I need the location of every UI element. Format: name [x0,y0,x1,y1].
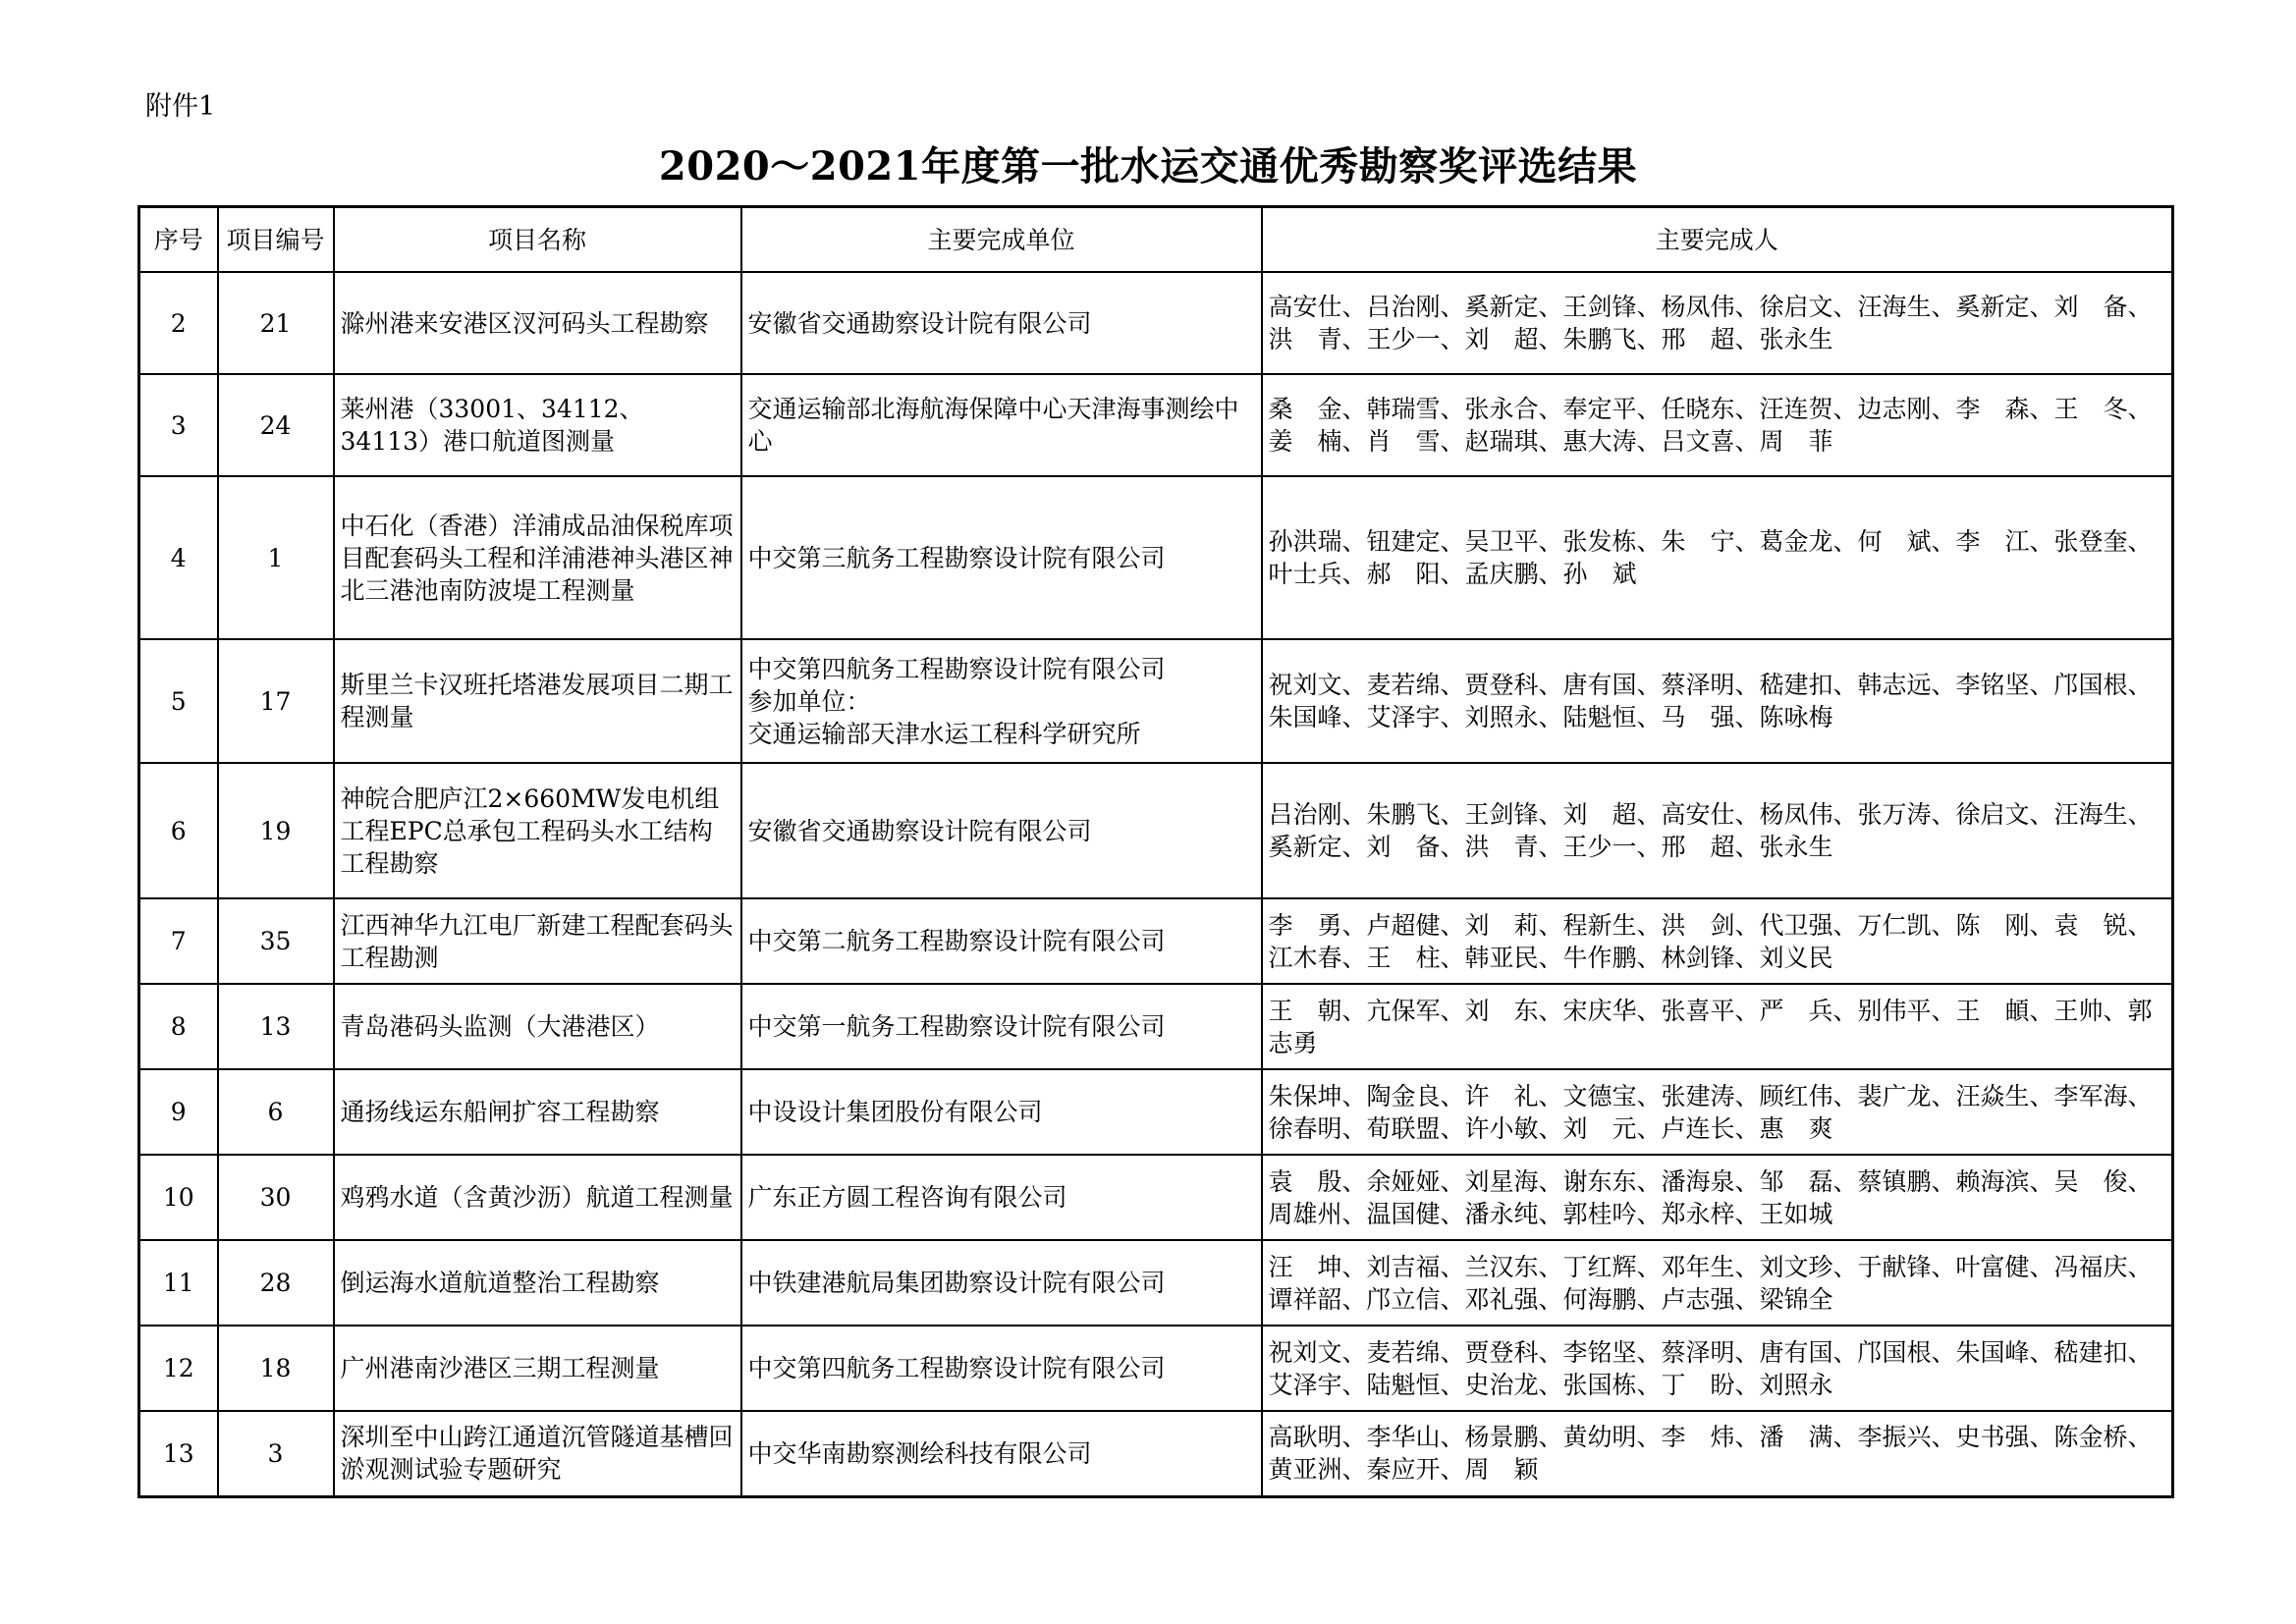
cell-main-unit [741,984,1262,1069]
cell-main-people: 李 勇、卢超健、刘 莉、程新生、洪 剑、代卫强、万仁凯、陈 刚、袁 锐、江木春、王 柱、韩亚民、牛作鹏、林剑锋、刘义民 [1262,898,2173,984]
header-seq: 序号 [139,207,218,273]
unit-line: 安徽省交通勘察设计院有限公司 [747,816,1092,845]
cell-main-unit [741,272,1262,374]
table-row [139,1411,2173,1496]
cell-seq: 4 [139,476,218,639]
header-name: 项目名称 [334,207,741,273]
table-row [139,639,2173,763]
cell-project-name: 神皖合肥庐江2×660MW发电机组工程EPC总承包工程码头水工结构工程勘察 [334,763,741,898]
cell-main-unit [741,1326,1262,1411]
cell-main-people: 汪 坤、刘吉福、兰汉东、丁红辉、邓年生、刘文珍、于献锋、叶富健、冯福庆、谭祥韶、邝立信、邓礼强、何海鹏、卢志强、梁锦全 [1262,1240,2173,1326]
unit-line: 中铁建港航局集团勘察设计院有限公司 [747,1269,1166,1297]
cell-seq: 2 [139,272,218,374]
unit-line: 广东正方圆工程咨询有限公司 [747,1183,1067,1212]
table-row [139,1155,2173,1240]
cell-project-name: 滁州港来安港区汊河码头工程勘察 [334,272,741,374]
cell-project-name: 江西神华九江电厂新建工程配套码头工程勘测 [334,898,741,984]
cell-seq: 6 [139,763,218,898]
cell-main-unit [741,763,1262,898]
cell-project-code: 30 [218,1155,334,1240]
cell-seq: 8 [139,984,218,1069]
cell-main-people: 高耿明、李华山、杨景鹏、黄幼明、李 炜、潘 满、李振兴、史书强、陈金桥、黄亚洲、秦应开、周 颖 [1262,1411,2173,1496]
cell-project-code: 21 [218,272,334,374]
cell-project-name: 鸡鸦水道（含黄沙沥）航道工程测量 [334,1155,741,1240]
cell-project-code: 24 [218,374,334,476]
cell-project-name: 倒运海水道航道整治工程勘察 [334,1240,741,1326]
cell-main-unit [741,1069,1262,1155]
header-people: 主要完成人 [1262,207,2173,273]
cell-project-name: 深圳至中山跨江通道沉管隧道基槽回淤观测试验专题研究 [334,1411,741,1496]
cell-project-name: 青岛港码头监测（大港港区） [334,984,741,1069]
cell-project-code: 17 [218,639,334,763]
table-row [139,763,2173,898]
table-row [139,374,2173,476]
unit-line: 中交第四航务工程勘察设计院有限公司 [747,1354,1166,1382]
attachment-label: 附件1 [145,91,216,122]
cell-seq: 7 [139,898,218,984]
unit-line: 中交华南勘察测绘科技有限公司 [747,1438,1092,1468]
cell-main-unit [741,374,1262,476]
unit-line: 交通运输部天津水运工程科学研究所 [747,719,1141,748]
cell-main-people: 吕治刚、朱鹏飞、王剑锋、刘 超、高安仕、杨凤伟、张万涛、徐启文、汪海生、奚新定、刘 备、洪 青、王少一、邢 超、张永生 [1262,763,2173,898]
cell-project-code: 3 [218,1411,334,1496]
unit-line: 参加单位： [747,686,871,716]
results-table [137,205,2174,1498]
cell-project-name: 广州港南沙港区三期工程测量 [334,1326,741,1411]
cell-seq: 10 [139,1155,218,1240]
cell-main-unit [741,1411,1262,1496]
table-body [139,272,2173,1496]
header-code: 项目编号 [218,207,334,273]
cell-main-unit [741,898,1262,984]
cell-project-code: 13 [218,984,334,1069]
cell-main-people: 朱保坤、陶金良、许 礼、文德宝、张建涛、顾红伟、裴广龙、汪焱生、李军海、徐春明、荀联盟、许小敏、刘 元、卢连长、惠 爽 [1262,1069,2173,1155]
table-row [139,984,2173,1069]
cell-project-code: 1 [218,476,334,639]
cell-main-unit [741,1240,1262,1326]
table-row [139,1240,2173,1326]
unit-line: 中交第一航务工程勘察设计院有限公司 [747,1012,1166,1041]
cell-main-people: 祝刘文、麦若绵、贾登科、唐有国、蔡泽明、嵇建扣、韩志远、李铭坚、邝国根、朱国峰、艾泽宇、刘照永、陆魁恒、马 强、陈咏梅 [1262,639,2173,763]
cell-project-name: 中石化（香港）洋浦成品油保税库项目配套码头工程和洋浦港神头港区神北三港池南防波堤工程测量 [334,476,741,639]
cell-main-people: 桑 金、韩瑞雪、张永合、奉定平、任晓东、汪连贺、边志刚、李 森、王 冬、姜 楠、肖 雪、赵瑞琪、惠大涛、吕文喜、周 菲 [1262,374,2173,476]
cell-seq: 9 [139,1069,218,1155]
cell-project-name: 通扬线运东船闸扩容工程勘察 [334,1069,741,1155]
unit-line: 中交第四航务工程勘察设计院有限公司 [747,654,1166,683]
table-row [139,476,2173,639]
cell-main-unit [741,1155,1262,1240]
document-title: 2020～2021年度第一批水运交通优秀勘察奖评选结果 [658,143,1638,189]
cell-seq: 11 [139,1240,218,1326]
cell-main-people: 高安仕、吕治刚、奚新定、王剑锋、杨凤伟、徐启文、汪海生、奚新定、刘 备、洪 青、王少一、刘 超、朱鹏飞、邢 超、张永生 [1262,272,2173,374]
cell-seq: 5 [139,639,218,763]
table-row [139,898,2173,984]
table-row [139,1069,2173,1155]
cell-seq: 3 [139,374,218,476]
unit-line: 中交第二航务工程勘察设计院有限公司 [747,927,1166,955]
unit-line: 中设设计集团股份有限公司 [747,1098,1043,1126]
cell-project-code: 19 [218,763,334,898]
cell-project-code: 18 [218,1326,334,1411]
header-unit: 主要完成单位 [741,207,1262,273]
cell-project-code: 35 [218,898,334,984]
cell-seq: 13 [139,1411,218,1496]
cell-main-people: 王 朝、亢保军、刘 东、宋庆华、张喜平、严 兵、别伟平、王 頔、王帅、郭志勇 [1262,984,2173,1069]
cell-project-name: 斯里兰卡汉班托塔港发展项目二期工程测量 [334,639,741,763]
unit-line: 安徽省交通勘察设计院有限公司 [747,308,1092,338]
unit-line: 交通运输部北海航海保障中心天津海事测绘中心 [747,395,1239,456]
cell-main-unit [741,476,1262,639]
cell-project-name: 莱州港（33001、34112、34113）港口航道图测量 [334,374,741,476]
table-row [139,272,2173,374]
cell-main-people: 孙洪瑞、钮建定、吴卫平、张发栋、朱 宁、葛金龙、何 斌、李 江、张登奎、叶士兵、郝 阳、孟庆鹏、孙 斌 [1262,476,2173,639]
cell-main-people: 袁 殷、余娅娅、刘星海、谢东东、潘海泉、邹 磊、蔡镇鹏、赖海滨、吴 俊、周雄州、温国健、潘永纯、郭桂吟、郑永梓、王如城 [1262,1155,2173,1240]
cell-main-unit [741,639,1262,763]
header-row [139,207,2173,273]
unit-line: 中交第三航务工程勘察设计院有限公司 [747,543,1166,572]
cell-seq: 12 [139,1326,218,1411]
cell-project-code: 6 [218,1069,334,1155]
cell-main-people: 祝刘文、麦若绵、贾登科、李铭坚、蔡泽明、唐有国、邝国根、朱国峰、嵇建扣、艾泽宇、陆魁恒、史治龙、张国栋、丁 盼、刘照永 [1262,1326,2173,1411]
cell-project-code: 28 [218,1240,334,1326]
table-row [139,1326,2173,1411]
